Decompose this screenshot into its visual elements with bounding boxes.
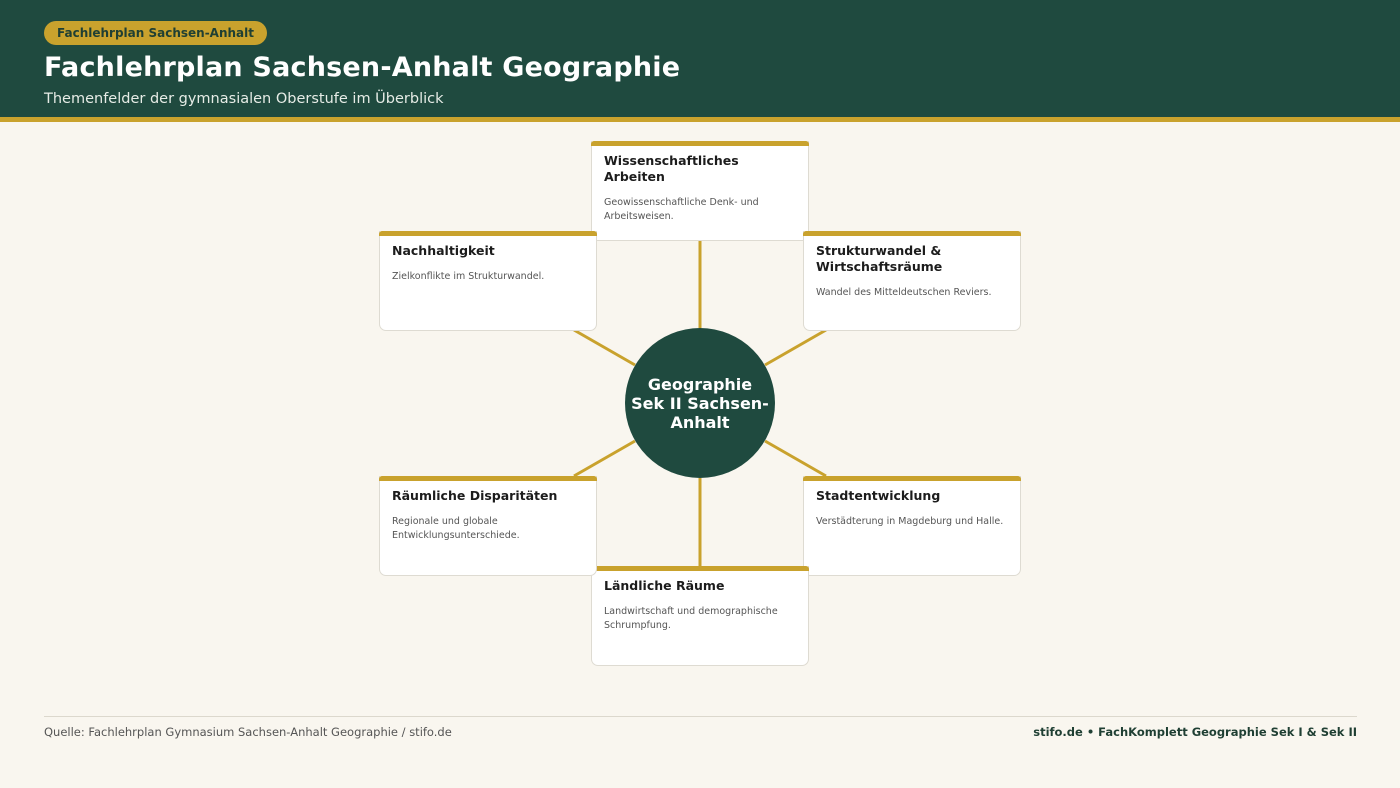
topic-title: Wissenschaftliches Arbeiten — [604, 153, 739, 184]
connector-top-right — [765, 330, 826, 365]
topic-description: Landwirtschaft und demographische Schrumpfung. — [604, 606, 778, 631]
topic-card-wissenschaftliches-arbeiten — [591, 141, 809, 241]
topic-title: Stadtentwicklung — [816, 488, 941, 503]
page-subtitle: Themenfelder der gymnasialen Oberstufe im Überblick — [44, 91, 444, 107]
topic-description: Regionale und globale Entwicklungsunterschiede. — [392, 516, 520, 541]
topic-title: Strukturwandel & Wirtschaftsräume — [816, 243, 943, 274]
topic-title: Räumliche Disparitäten — [392, 488, 558, 503]
topic-description: Verstädterung in Magdeburg und Halle. — [816, 516, 1004, 527]
topic-card-raeumliche-disparitaeten — [379, 476, 597, 576]
topic-description: Zielkonflikte im Strukturwandel. — [392, 271, 545, 282]
topic-description: Wandel des Mitteldeutschen Reviers. — [816, 287, 992, 298]
topic-title: Nachhaltigkeit — [392, 243, 495, 258]
connector-bottom-left — [574, 441, 635, 476]
topic-card-strukturwandel — [803, 231, 1021, 331]
central-topic-label: Geographie Sek II Sachsen-Anhalt — [631, 374, 769, 432]
page-title: Fachlehrplan Sachsen-Anhalt Geographie — [44, 52, 681, 83]
footer-divider — [44, 716, 1357, 717]
topic-description: Geowissenschaftliche Denk- und Arbeitsweisen. — [604, 197, 759, 222]
topic-card-stadtentwicklung — [803, 476, 1021, 576]
topic-card-nachhaltigkeit — [379, 231, 597, 331]
category-badge: Fachlehrplan Sachsen-Anhalt — [44, 21, 267, 45]
topic-card-laendliche-raeume — [591, 566, 809, 666]
source-note: Quelle: Fachlehrplan Gymnasium Sachsen-Anhalt Geographie / stifo.de — [44, 725, 452, 739]
topic-title: Ländliche Räume — [604, 578, 725, 593]
brand-credit: stifo.de • FachKomplett Geographie Sek I & Sek II — [1033, 725, 1357, 739]
connector-top-left — [574, 330, 635, 365]
central-topic-node — [625, 328, 775, 478]
connector-bottom-right — [765, 441, 826, 476]
